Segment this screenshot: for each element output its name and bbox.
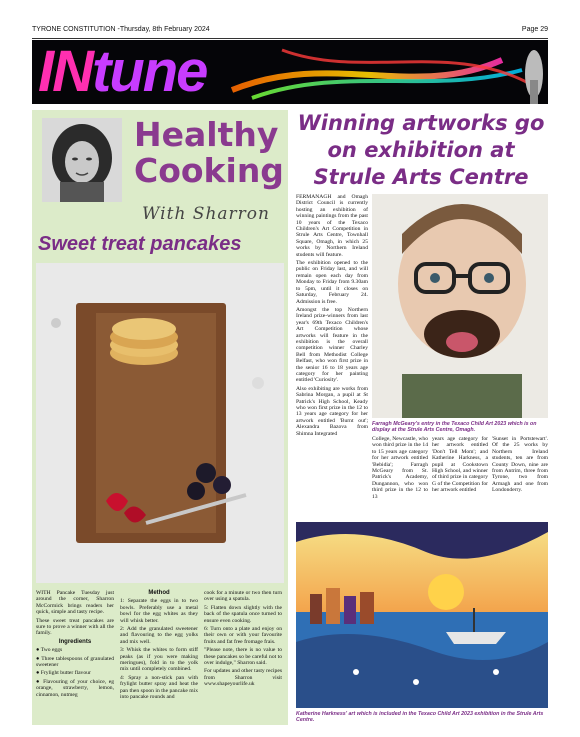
article-column-1: FERMANAGH and Omagh District Council is currently hosting an exhibition of winning paintings from the past 10 years of the Texaco Children's Art Competition in Strule Arts Centre, Townhall Square, Omagh, in which 25 works by Northern Ireland students will feature. The exhibition opened to the public on Friday last, and will remain open each day from Monday to Friday from 9.30am to 5pm, until it closes on Saturday, February 24. Admission is free. Amongst the top Northern Ireland prize-winners from last year's 69th Texaco Children's Art Competition whose artworks will feature in the exhibition is the overall competition winner Charley Bell from Methodist College Belfast, who won first prize in the senior 16 to 18 years age category for her painting entitled 'Curiosity'. Also exhibiting are works from Sabrina Morgan, a pupil at St Patrick's High School, Keady who won first prize in the 12 to 13 years age category for her artwork entitled 'Burnt out'; Alexandra Bazova from Shimna Integrated: [296, 194, 368, 437]
publication-date: TYRONE CONSTITUTION -Thursday, 8th February 2024: [32, 26, 210, 33]
intune-logo: INtune: [38, 40, 207, 104]
farragh-artwork-photo: [372, 194, 548, 418]
method-heading: Method: [148, 590, 170, 596]
article-column-2: College, Newcastle, who won third prize in the 14 to 15 years age category for her artwork entitled 'Bebidia'; Farragh McGeary from St. Patrick's Academy, Dungannon, who won third prize in the 12 to 13: [372, 436, 428, 500]
intune-banner: [32, 40, 548, 104]
artwork-caption-2: Katherine Harkness' art which is included in the Texaco Child Art 2023 exhibition in the Strule Arts Centre.: [296, 711, 544, 723]
method-column-2: cook for a minute or two then turn over using a spatula. 5: Flatten down slightly with the back of the spatula once turned to ensure even cooking. 6: Turn onto a plate and enjoy on their own or with your favourite fruits and fat free fromage frais. "Please note, there is no value to these pancakes so be careful not to over indulge," Sharron said. For updates and other tasty recipes from Sharron visit www.shapeyourlife.uk: [204, 590, 282, 688]
portrait-image: [42, 118, 122, 202]
ingredient-item: ● Frylight butter flavour: [36, 670, 91, 677]
sharron-portrait: [42, 118, 122, 202]
page-header: [32, 26, 548, 39]
healthy-title: Healthy: [134, 115, 279, 154]
ingredients-heading: Ingredients: [58, 638, 92, 645]
boy-portrait-artwork: [372, 194, 548, 418]
pancake-photo: [36, 263, 284, 583]
ingredient-item: ● Flavouring of your choice, eg orange, strawberry, lemon, cinnamon, nutmeg: [36, 678, 114, 698]
method-column-1: Method 1: Separate the eggs in to two bowls. Preferably use a metal bowl for the egg whites as they will whisk better. 2: Add the granulated sweetener and flavouring to the egg yolks and mix well. 3: Whisk the whites to form stiff peaks (as if you were making meringues), fold in to the yolk mix until completely combined. 4: Spray a non-stick pan with frylight butter spray and heat the pan then spoon in the pancake mix into pancake rounds and: [120, 590, 198, 701]
recipe-subtitle: Sweet treat pancakes: [38, 233, 242, 255]
article-column-4: 'Sunset in Portstewart'. Of the 25 works by Northern Ireland students, ten are from County Down, nine are from Antrim, three from Tyrone, two from Armagh and one from Londonderry.: [492, 436, 548, 494]
cooking-title: Cooking: [134, 151, 284, 190]
ingredient-item: ● Two eggs: [36, 647, 63, 654]
katherine-artwork-photo: [296, 522, 548, 708]
artwork-caption-1: Farragh McGeary's entry in the Texaco Child Art 2023 which is on display at the Strule Arts Centre, Omagh.: [372, 421, 537, 433]
page-number: Page 29: [521, 26, 548, 33]
byline: With Sharron: [142, 204, 270, 224]
ingredient-item: ● Three tablespoons of granulated sweetener: [36, 655, 114, 669]
recipe-intro: WITH Pancake Tuesday just around the corner, Sharron McCormick brings readers her quick, simple and tasty recipe. These sweet treat pancakes are sure to prove a winner with all the family. Ingredients ● Two eggs ● Three tablespoons of granulated sweetener ● Frylight butter flavour ● Flavouring of your choice, eg orange, strawberry, lemon, cinnamon, nutmeg: [36, 590, 114, 698]
article-headline: Winning artworks go on exhibition at Strule Arts Centre: [297, 111, 545, 189]
sunset-artwork: [296, 522, 548, 708]
article-column-3: years age category for her artwork entitled 'Don't Tell Mom'; and Katherine Harkness, a pupil at Cookstown High School, and winner of third prize in category G of the Competition for her artwork entitled: [432, 436, 488, 494]
pancake-image: [36, 263, 284, 583]
